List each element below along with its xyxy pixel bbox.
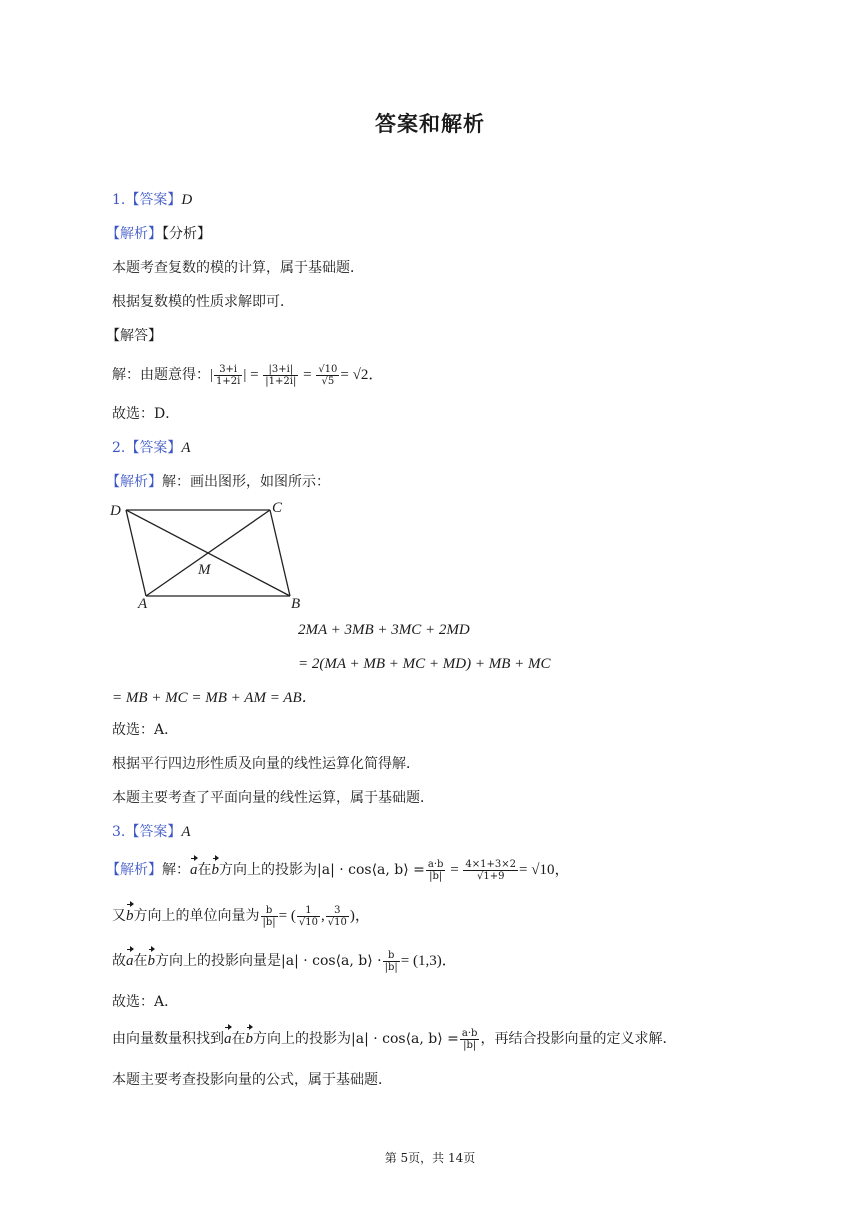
q1-frac2: $\frac{|3+i|}{|1+2i|}$ <box>265 363 297 387</box>
q3-line5: 由向量数量积找到a在b方向上的投影为|a| · cos⟨a, b⟩ = $\frac{a\cdot b}{|b|}$ ，再结合投影向量的定义求解． <box>112 1027 677 1051</box>
page-title: 答案和解析 <box>375 112 485 136</box>
q2-eq3: = MB + MC = MB + AM = AB． <box>112 690 317 706</box>
q3-answer: A <box>181 824 191 840</box>
parallelogram-figure <box>108 498 318 612</box>
q1-number: 1. <box>112 192 126 208</box>
q1-answer: D <box>181 192 193 208</box>
q3-line2: 又b方向上的单位向量为 $\frac{b}{|b|}$ = ( $\frac{1}{√10}$ , $\frac{3}{√10}$ )， <box>112 904 370 928</box>
label-A: A <box>138 596 148 612</box>
label-M: M <box>198 562 211 578</box>
q3-line3: 故a在b方向上的投影向量是|a| · cos⟨a, b⟩ · $\frac{b}{|b|}$ = (1,3)． <box>112 949 457 973</box>
q3-answer-tag: 【答案】 <box>125 824 182 840</box>
q2-answer-line <box>112 438 191 458</box>
label-B: B <box>291 596 301 612</box>
q3-choose: 故选：A． <box>112 994 179 1010</box>
label-D: D <box>110 503 121 519</box>
q1-fenxi-tag: 【分析】 <box>162 226 211 242</box>
page-footer: 第 5页，共 14页 <box>384 1151 476 1165</box>
q1-frac3: $\frac{√10}{√5}$ <box>318 363 338 387</box>
q1-solution: 解：由题意得：| $\frac{3+i}{1+2i}$ | = $\frac{|3+i|}{|1+2i|}$ = $\frac{√10}{√5}$ = √2． <box>112 363 384 387</box>
q1-choose: 故选：D． <box>112 406 180 422</box>
q3-answer-line <box>112 822 191 842</box>
q2-choose: 故选：A． <box>112 722 179 738</box>
q3-number: 3. <box>112 824 126 840</box>
q1-jiexi-tag: 【解析】 <box>106 226 162 242</box>
q1-jieda-tag: 【解答】 <box>106 328 162 344</box>
q2-intro: 【解析】解：画出图形，如图所示： <box>106 474 330 490</box>
q1-line1: 本题考查复数的模的计算，属于基础题． <box>112 260 364 276</box>
q2-line2: 本题主要考查了平面向量的线性运算，属于基础题． <box>112 790 434 806</box>
q2-line1: 根据平行四边形性质及向量的线性运算化简得解． <box>112 756 420 772</box>
q2-answer: A <box>181 440 191 456</box>
q3-line6: 本题主要考查投影向量的公式，属于基础题． <box>112 1072 392 1088</box>
q2-number: 2. <box>112 440 126 456</box>
q2-jiexi-tag: 【解析】 <box>106 474 162 490</box>
label-C: C <box>272 500 283 516</box>
q3-jiexi-tag: 【解析】 <box>106 862 162 878</box>
q1-sol-end: = √2． <box>340 367 384 383</box>
q1-frac1: $\frac{3+i}{1+2i}$ <box>216 363 241 387</box>
q1-answer-line <box>112 190 192 210</box>
q3-line1: 【解析】解：a在b方向上的投影为|a| · cos⟨a, b⟩ = $\frac{a\cdot b}{|b|}$ = $\frac{4\times 1+3\times 2}{√1+9}$ = √10， <box>106 858 570 882</box>
q1-line2: 根据复数模的性质求解即可． <box>112 294 294 310</box>
q2-answer-tag: 【答案】 <box>125 440 182 456</box>
q2-eq1: 2MA + 3MB + 3MC + 2MD <box>298 622 470 638</box>
q1-analysis-tags <box>106 224 211 244</box>
q1-sol-prefix: 解：由题意得： <box>112 367 210 383</box>
q1-answer-tag: 【答案】 <box>125 192 182 208</box>
q2-eq2: = 2(MA + MB + MC + MD) + MB + MC <box>298 656 551 672</box>
